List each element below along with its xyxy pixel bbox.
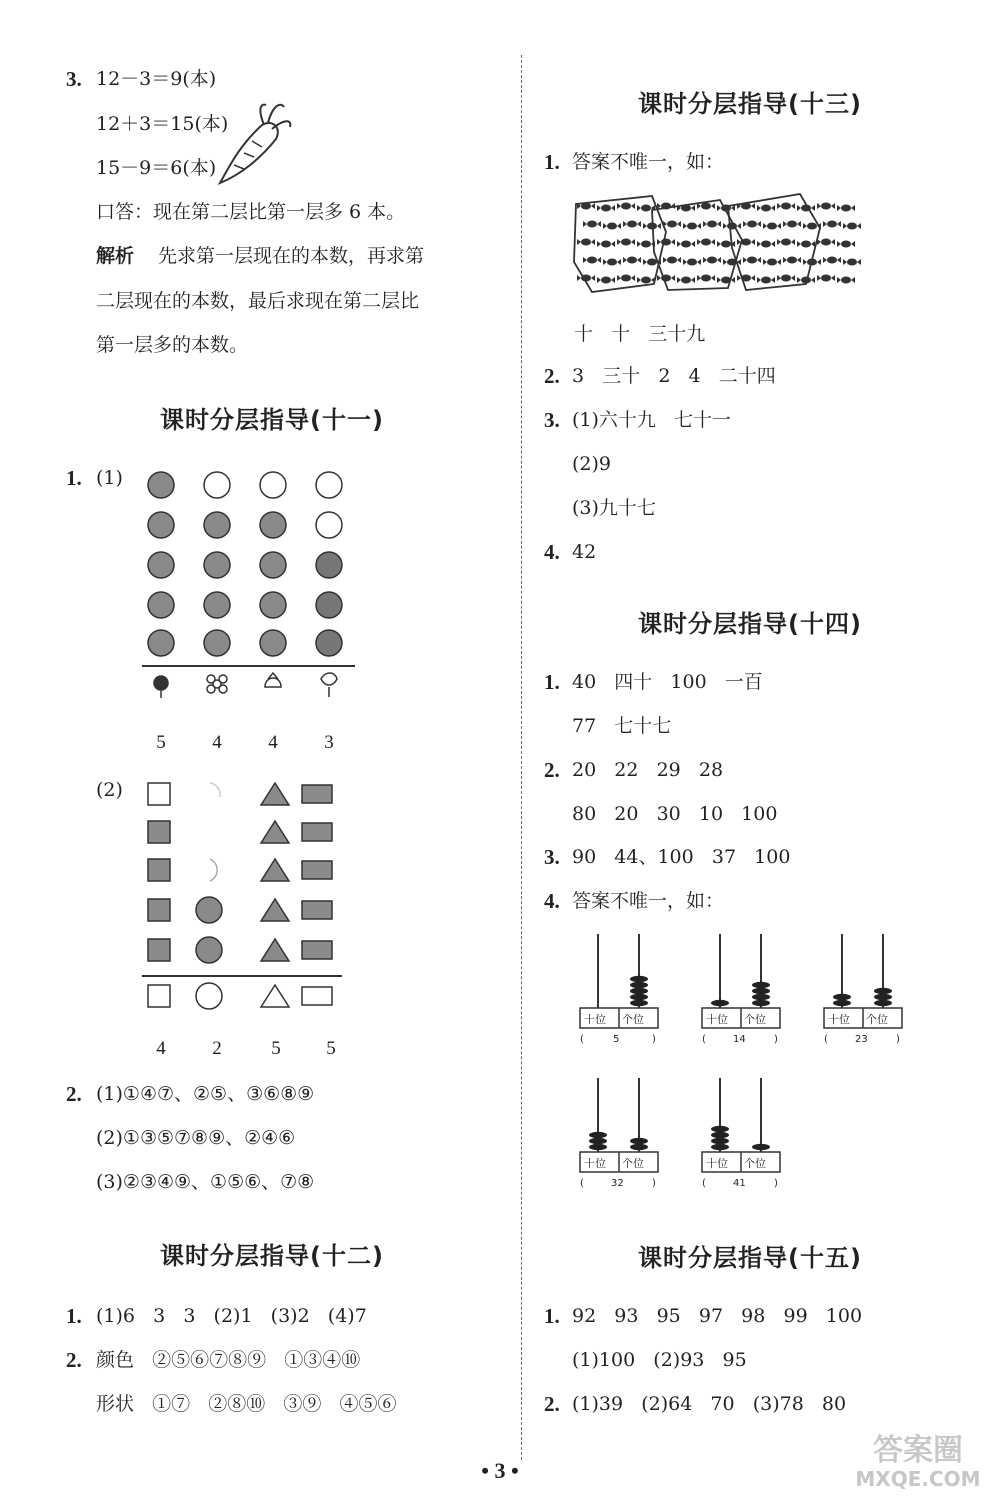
q3-line2: 12＋3＝15(本) [96,113,229,135]
abacus-value: 32 [611,1178,624,1189]
watermark-url: MXQE.COM [855,1467,981,1491]
sec14-q1-line2: 77 七十七 [572,715,672,737]
part2-count: 2 [212,1038,222,1059]
sec14-q1-line1: 40 四十 100 一百 [572,671,763,693]
candy-icon [761,241,771,248]
candy-icon [841,277,851,284]
sec14-q2-line2: 80 20 30 10 100 [572,803,778,825]
candy-icon [647,259,657,266]
candy-icon [821,275,831,282]
sec15-q2-number: 2. [544,1392,560,1416]
candy-icon [721,205,731,212]
sec11-q2-number: 2. [66,1082,82,1106]
candy-icon [741,275,751,282]
candy-icon [821,203,831,210]
candy-icon [647,223,657,230]
abacus-ones-label: 个位 [622,1157,644,1170]
sec12-q2-number: 2. [66,1348,82,1372]
candy-icon [807,223,817,230]
abacus-tens-label: 十位 [584,1013,606,1026]
abacus-bead [589,1138,607,1144]
section-title-12: 课时分层指导(十二) [160,1242,384,1270]
candy-icon [781,275,791,282]
candy-icon [781,203,791,210]
sec11-part1-label: (1) [96,467,123,489]
candy-icon [707,257,717,264]
candy-icon [767,223,777,230]
abacus-bead [630,982,648,988]
abacus-ones-label: 个位 [622,1013,644,1026]
candy-icon [687,223,697,230]
abacus-bead [711,1144,729,1150]
candy-icon [701,203,711,210]
abacus-ones-label: 个位 [744,1157,766,1170]
candy-icon [701,275,711,282]
sec15-q1-line1: 92 93 95 97 98 99 100 [572,1305,863,1327]
sec14-q3: 90 44、100 37 100 [572,846,791,868]
q3-answer: 口答：现在第二层比第一层多 6 本。 [96,201,406,223]
sec13-q3-line3: (3)九十七 [572,497,656,519]
candy-icon [801,241,811,248]
page-number: • 3 • [481,1458,519,1483]
candy-icon [601,277,611,284]
analysis-line3: 第一层多的本数。 [96,334,249,356]
abacus-bead [752,988,770,994]
part1-count: 4 [268,732,278,753]
abacus: 十位 个位 ( 32 ) [578,1076,660,1196]
abacus-bead [752,982,770,988]
abacus-bead [752,994,770,1000]
section-title-15: 课时分层指导(十五) [638,1244,862,1272]
candy-icon [667,257,677,264]
candy-icon [727,259,737,266]
sec11-q2-line3: (3)②③④⑨、①⑤⑥、⑦⑧ [96,1171,315,1193]
sec13-q3-line1: (1)六十九 七十一 [572,409,732,431]
abacus-bead [589,1144,607,1150]
candy-icon [747,221,757,228]
sec13-q1: 答案不唯一，如： [572,151,725,173]
abacus-tens-label: 十位 [706,1157,728,1170]
shape-grid-figure [140,775,360,1015]
analysis-label: 解析 [96,245,135,267]
abacus-value: 14 [733,1034,746,1045]
candy-icon [827,221,837,228]
sec15-q1-number: 1. [544,1304,560,1328]
sec12-q1: (1)6 3 3 (2)1 (3)2 (4)7 [96,1305,367,1327]
candy-icon [761,277,771,284]
sec15-q1-line2: (1)100 (2)93 95 [572,1349,747,1371]
abacus: 十位 个位 ( 14 ) [700,932,782,1052]
abacus-ones-label: 个位 [866,1013,888,1026]
candy-icon [727,223,737,230]
abacus-bead [630,1144,648,1150]
candy-icon [721,277,731,284]
candy-icon [621,275,631,282]
candy-icon [741,239,751,246]
sec11-part2-label: (2) [96,779,123,801]
candy-icon [667,221,677,228]
sec13-q2-number: 2. [544,364,560,388]
sec13-q4: 42 [572,541,597,563]
circle-grid-figure [140,465,360,700]
candy-icon [621,239,631,246]
candy-icon [741,203,751,210]
abacus-value: 23 [855,1034,868,1045]
candy-icon [787,257,797,264]
abacus-tens-label: 十位 [584,1157,606,1170]
candy-icon [761,205,771,212]
sec13-q1-answer: 十 十 三十九 [574,323,706,345]
part1-count: 4 [212,732,222,753]
candy-icon [781,239,791,246]
candy-icon [627,257,637,264]
section-title-11: 课时分层指导(十一) [160,406,384,434]
candy-grouping-figure [570,192,890,302]
candy-icon [601,205,611,212]
section-title-13: 课时分层指导(十三) [638,90,862,118]
candy-icon [801,277,811,284]
abacus-tens-label: 十位 [828,1013,850,1026]
candy-icon [581,239,591,246]
abacus-bead [630,988,648,994]
candy-icon [701,239,711,246]
abacus-bead [630,1138,648,1144]
abacus-tens-label: 十位 [706,1013,728,1026]
candy-icon [681,205,691,212]
abacus-bead [711,1000,729,1006]
abacus-ones-label: 个位 [744,1013,766,1026]
q3-line1: 12－3＝9(本) [96,68,217,90]
abacus-value: 41 [733,1178,746,1189]
analysis-line2: 二层现在的本数，最后求现在第二层比 [96,290,420,312]
candy-icon [661,275,671,282]
sec14-q2-line1: 20 22 29 28 [572,759,724,781]
candy-icon [807,259,817,266]
abacus-value: 5 [613,1034,620,1045]
candy-icon [607,259,617,266]
sec13-q4-number: 4. [544,540,560,564]
candy-icon [787,221,797,228]
abacus-bead [711,1132,729,1138]
sec15-q2: (1)39 (2)64 70 (3)78 80 [572,1393,847,1415]
sec13-q3-line2: (2)9 [572,453,612,475]
candy-icon [847,223,857,230]
candy-icon [681,241,691,248]
sec14-q2-number: 2. [544,758,560,782]
candy-icon [627,221,637,228]
candy-icon [841,241,851,248]
abacus-bead [833,994,851,1000]
abacus-bead [874,1000,892,1006]
candy-icon [581,275,591,282]
watermark-logo: 答案圈 [873,1433,963,1468]
abacus-bead [630,994,648,1000]
candy-icon [661,203,671,210]
candy-icon [641,205,651,212]
candy-icon [707,221,717,228]
abacus-bead [589,1132,607,1138]
sec14-q3-number: 3. [544,845,560,869]
candy-icon [601,241,611,248]
column-divider [521,55,522,1460]
candy-icon [801,205,811,212]
sec12-q1-number: 1. [66,1304,82,1328]
candy-icon [821,239,831,246]
candy-icon [767,259,777,266]
candy-icon [747,257,757,264]
abacus-bead [630,1000,648,1006]
abacus-bead [752,1000,770,1006]
sec13-q1-number: 1. [544,150,560,174]
candy-icon [687,259,697,266]
candy-icon [661,239,671,246]
abacus-bead [711,1138,729,1144]
sec11-q2-line1: (1)①④⑦、②⑤、③⑥⑧⑨ [96,1083,315,1105]
candy-icon [847,259,857,266]
candy-icon [587,257,597,264]
candy-icon [607,223,617,230]
abacus-bead [630,976,648,982]
candy-icon [581,203,591,210]
sec11-q1-number: 1. [66,466,82,490]
candy-icon [681,277,691,284]
sec13-q3-number: 3. [544,408,560,432]
candy-icon [587,221,597,228]
candy-icon [721,241,731,248]
part1-count: 3 [324,732,334,753]
carrot-doodle-icon [200,95,300,195]
candy-icon [641,277,651,284]
sec12-q2-row1: 颜色 ②⑤⑥⑦⑧⑨ ①③④⑩ [96,1349,361,1371]
sec14-q1-number: 1. [544,670,560,694]
candy-icon [641,241,651,248]
abacus-bead [874,988,892,994]
candy-icon [621,203,631,210]
abacus: 十位 个位 ( 23 ) [822,932,904,1052]
part2-count: 4 [156,1038,166,1059]
sec13-q2: 3 三十 2 4 二十四 [572,365,776,387]
sec14-q4: 答案不唯一，如： [572,890,725,912]
abacus: 十位 个位 ( 41 ) [700,1076,782,1196]
part1-count: 5 [156,732,166,753]
watermark [848,1434,988,1490]
section-title-14: 课时分层指导(十四) [638,610,862,638]
part2-count: 5 [326,1038,336,1059]
abacus-bead [711,1126,729,1132]
sec12-q2-row2: 形状 ①⑦ ②⑧⑩ ③⑨ ④⑤⑥ [96,1393,397,1415]
candy-icon [827,257,837,264]
abacus: 十位 个位 ( 5 ) [578,932,660,1052]
abacus-bead [752,1144,770,1150]
sec14-q4-number: 4. [544,889,560,913]
abacus-bead [833,1000,851,1006]
abacus-bead [874,994,892,1000]
candy-icon [841,205,851,212]
sec11-q2-line2: (2)①③⑤⑦⑧⑨、②④⑥ [96,1127,296,1149]
part2-count: 5 [271,1038,281,1059]
analysis-line1: 先求第一层现在的本数，再求第 [158,245,425,267]
q3-line3: 15－9＝6(本) [96,157,217,179]
q3-number: 3. [66,67,82,91]
